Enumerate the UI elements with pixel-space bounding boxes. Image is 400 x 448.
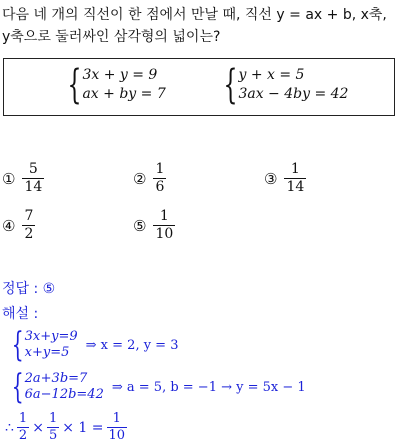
choice-1[interactable] xyxy=(2,162,44,195)
step1-eq2: x+y=5 xyxy=(24,345,70,360)
question-text xyxy=(2,4,398,48)
solution-label: 해설 : xyxy=(2,306,39,322)
solution-final xyxy=(2,412,127,443)
system-right-eq1: y + x = 5 xyxy=(238,67,305,83)
system-left-eq2: ax + by = 7 xyxy=(82,86,166,102)
denominator: 2 xyxy=(18,428,28,443)
equation-box xyxy=(3,58,395,116)
numerator: 1 xyxy=(155,161,165,177)
choice-fraction xyxy=(153,209,175,242)
choice-fraction xyxy=(153,162,166,195)
solution-step-2 xyxy=(2,367,306,407)
choice-3[interactable] xyxy=(264,162,306,195)
answer-label: 정답 : ⑤ xyxy=(2,281,56,297)
step1-result: ⇒ x = 2, y = 3 xyxy=(85,337,179,353)
step2-eq1: 2a+3b=7 xyxy=(24,371,88,386)
denominator: 5 xyxy=(48,428,58,443)
choice-mark: ③ xyxy=(264,169,278,188)
denominator: 10 xyxy=(155,226,174,242)
choice-mark: ④ xyxy=(2,216,16,235)
choice-fraction xyxy=(284,162,306,195)
denominator: 10 xyxy=(108,428,126,443)
choice-fraction xyxy=(22,162,44,195)
question-line-2: y축으로 둘러싸인 삼각형의 넓이는? xyxy=(2,29,221,45)
numerator: 7 xyxy=(24,208,34,224)
system-left xyxy=(56,62,166,108)
denominator: 2 xyxy=(24,226,34,242)
system-left-eq1: 3x + y = 9 xyxy=(82,67,158,83)
fraction-result xyxy=(107,412,128,443)
step2-result: ⇒ a = 5, b = −1 → y = 5x − 1 xyxy=(111,379,306,395)
choice-2[interactable] xyxy=(133,162,166,195)
step1-eq1: 3x+y=9 xyxy=(24,329,78,344)
numerator: 1 xyxy=(18,411,28,426)
choice-5[interactable] xyxy=(133,209,175,242)
therefore-symbol: ∴ xyxy=(5,419,14,436)
times-symbol: × xyxy=(32,419,44,436)
numerator: 5 xyxy=(28,161,38,177)
choice-4[interactable] xyxy=(2,209,35,242)
choice-mark: ① xyxy=(2,169,16,188)
system-right xyxy=(212,62,349,108)
left-brace-icon: { xyxy=(11,325,24,365)
system-right-eq2: 3ax − 4by = 42 xyxy=(238,86,349,102)
numerator: 1 xyxy=(290,161,300,177)
solution-step-1 xyxy=(2,325,179,365)
choice-mark: ② xyxy=(133,169,147,188)
fraction-1 xyxy=(17,412,29,443)
fraction-2 xyxy=(47,412,59,443)
left-brace-icon: { xyxy=(223,62,238,108)
choice-mark: ⑤ xyxy=(133,216,147,235)
step2-eq2: 6a−12b=42 xyxy=(24,387,104,402)
denominator: 14 xyxy=(286,179,305,195)
numerator: 1 xyxy=(48,411,58,426)
numerator: 1 xyxy=(112,411,121,426)
denominator: 14 xyxy=(24,179,43,195)
times-equals: × 1 = xyxy=(62,419,104,436)
denominator: 6 xyxy=(155,179,165,195)
left-brace-icon: { xyxy=(67,62,82,108)
numerator: 1 xyxy=(159,208,169,224)
question-line-1: 다음 네 개의 직선이 한 점에서 만날 때, 직선 y = ax + b, x축, xyxy=(2,7,387,23)
left-brace-icon: { xyxy=(11,367,24,407)
choice-fraction xyxy=(22,209,35,242)
